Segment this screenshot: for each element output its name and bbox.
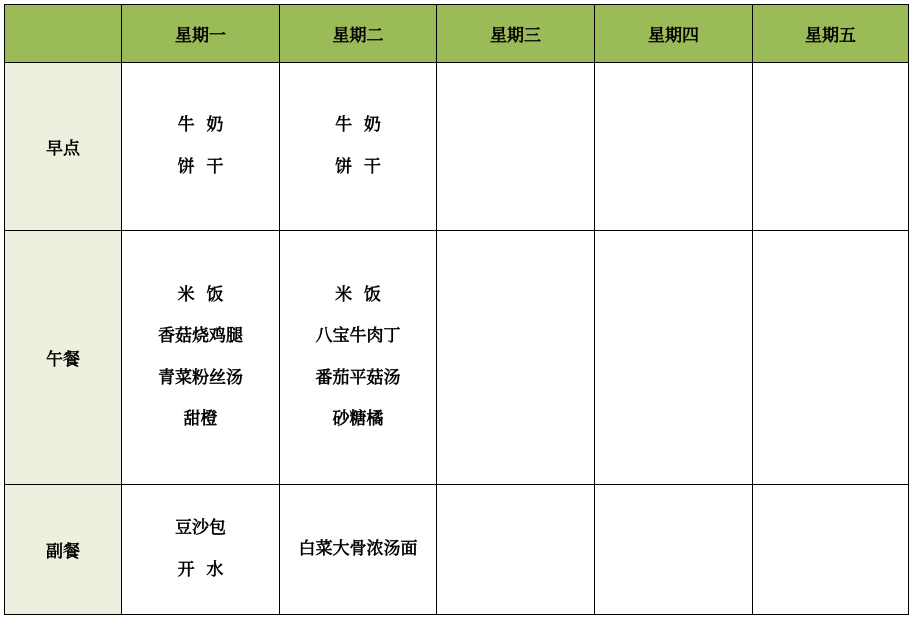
cell-breakfast-wednesday [437, 63, 595, 231]
menu-item: 砂糖橘 [332, 409, 384, 429]
cell-snack-monday [122, 485, 280, 615]
menu-item: 饼 干 [335, 156, 381, 177]
cell-breakfast-tuesday [280, 63, 437, 231]
menu-item: 八宝牛肉丁 [315, 326, 401, 346]
table-row-lunch [5, 231, 909, 485]
cell-lunch-thursday [595, 231, 753, 485]
header-corner-cell [5, 5, 122, 63]
menu-item: 米 饭 [335, 284, 381, 305]
cell-snack-tuesday [280, 485, 437, 615]
header-wednesday: 星期三 [437, 5, 595, 63]
menu-item: 开 水 [177, 559, 224, 580]
meal-label-breakfast: 早点 [5, 63, 122, 231]
menu-item: 牛 奶 [177, 115, 224, 135]
header-monday: 星期一 [122, 5, 280, 63]
cell-lunch-wednesday [437, 231, 595, 485]
cell-lunch-monday [122, 231, 280, 485]
header-thursday: 星期四 [595, 5, 753, 63]
meal-label-lunch: 午餐 [5, 231, 122, 485]
weekly-menu-table [4, 4, 909, 615]
table-row-snack [5, 485, 909, 615]
menu-item: 青菜粉丝汤 [158, 367, 243, 388]
cell-lunch-tuesday [280, 231, 437, 485]
menu-item: 甜橙 [183, 409, 218, 429]
header-row [5, 5, 909, 63]
cell-lunch-friday [753, 231, 909, 485]
menu-item: 米 饭 [177, 284, 224, 305]
menu-item: 豆沙包 [175, 518, 226, 538]
header-tuesday: 星期二 [280, 5, 437, 63]
cell-breakfast-monday [122, 63, 280, 231]
table-row-breakfast [5, 63, 909, 231]
menu-item: 番茄平菇汤 [315, 367, 401, 388]
menu-item: 饼 干 [177, 156, 224, 177]
menu-item: 香菇烧鸡腿 [158, 326, 243, 346]
cell-snack-thursday [595, 485, 753, 615]
menu-item: 白菜大骨浓汤面 [298, 538, 418, 559]
meal-label-snack: 副餐 [5, 485, 122, 615]
menu-item: 牛 奶 [335, 115, 381, 135]
cell-snack-wednesday [437, 485, 595, 615]
cell-snack-friday [753, 485, 909, 615]
header-friday: 星期五 [753, 5, 909, 63]
cell-breakfast-thursday [595, 63, 753, 231]
cell-breakfast-friday [753, 63, 909, 231]
